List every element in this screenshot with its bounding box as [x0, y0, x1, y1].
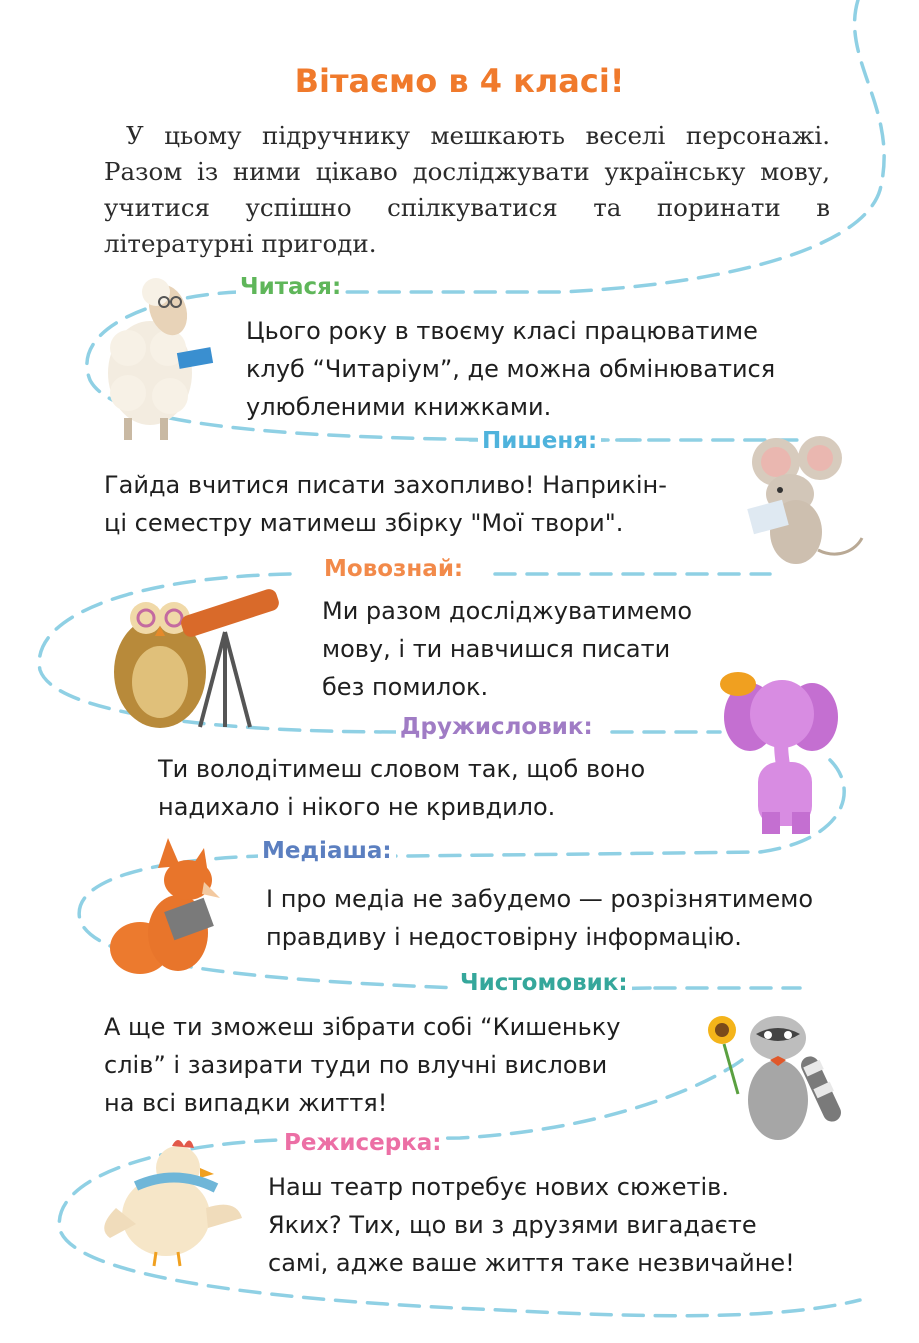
text-mediasha: І про медіа не забудемо — розрізнятимемо правдиву і недостовірну інформацію.	[266, 885, 814, 951]
page-title: Вітаємо в 4 класі!	[294, 62, 625, 100]
label-pyshenia: Пишеня:	[478, 428, 601, 454]
raccoon-sunflower-character-icon	[702, 1004, 862, 1144]
text-pyshenia: Гайда вчитися писати захопливо! Наприкін- ці семестру матимеш збірку "Мої твори".	[104, 471, 667, 537]
intro-paragraph: У цьому підручнику мешкають веселі персонажі. Разом із ними цікаво досліджувати українську мову, учитися успішно спілкуватися та поринати в літературні пригоди.	[104, 121, 830, 258]
label-chystomovyk: Чистомовик:	[456, 970, 632, 996]
text-druzhyslovyk: Ти володітимеш словом так, щоб воно надихало і нікого не кривдило.	[158, 755, 646, 821]
text-chystomovyk: А ще ти зможеш зібрати собі “Кишеньку слів” і зазирати туди по влучні вислови на всі випадки життя!	[104, 1013, 621, 1117]
chicken-character-icon	[96, 1128, 246, 1268]
text-chytasia: Цього року в твоєму класі працюватиме клуб “Читаріум”, де можна обмінюватися улюбленими книжками.	[246, 317, 776, 421]
label-movoznai: Мовознай:	[320, 556, 467, 582]
label-chytasia: Читася:	[236, 274, 345, 300]
elephant-character-icon	[720, 662, 840, 837]
mouse-character-icon	[738, 432, 868, 572]
text-rezhyserka: Наш театр потребує нових сюжетів. Яких? Тих, що ви з друзями вигадаєте самі, адже ваше життя таке незвичайне!	[268, 1173, 795, 1277]
text-movoznai: Ми разом досліджуватимемо мову, і ти навчишся писати без помилок.	[322, 597, 693, 701]
label-mediasha: Медіаша:	[258, 838, 396, 864]
owl-telescope-character-icon	[100, 572, 300, 732]
fox-character-icon	[108, 838, 228, 978]
label-druzhyslovyk: Дружисловик:	[396, 714, 597, 740]
sheep-character-icon	[98, 268, 218, 443]
label-rezhyserka: Режисерка:	[280, 1130, 446, 1156]
